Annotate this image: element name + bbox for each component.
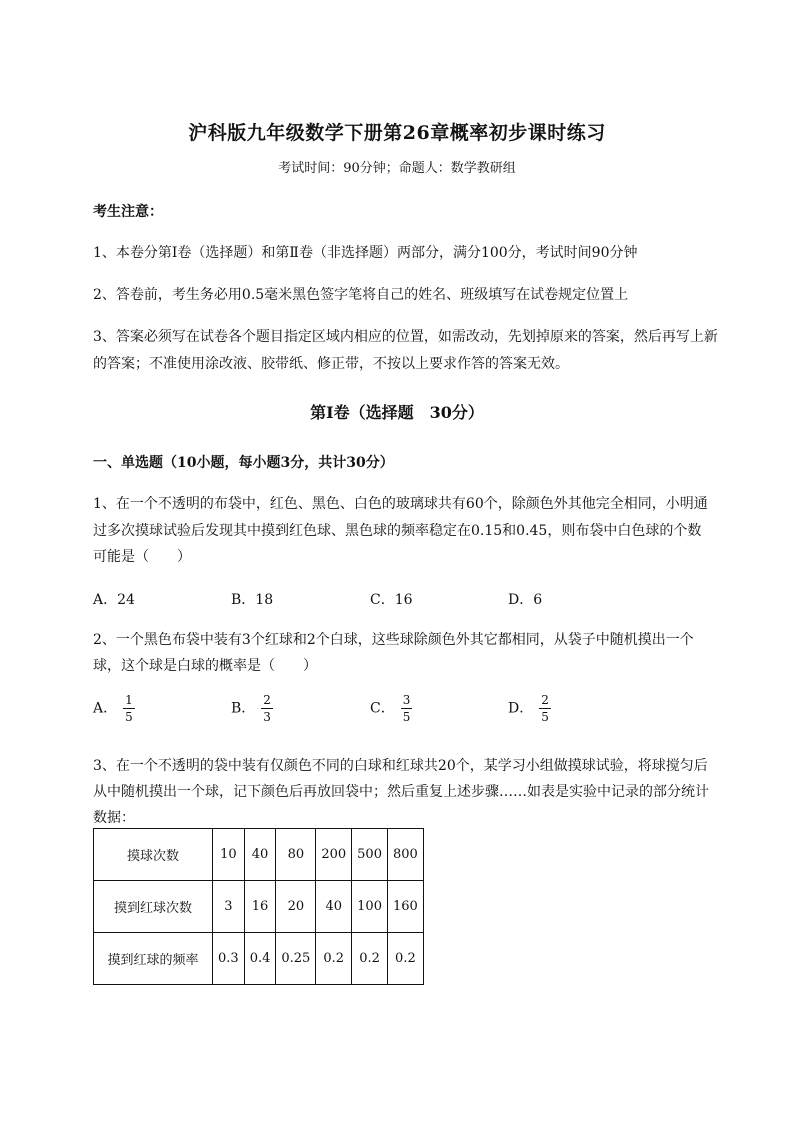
fraction [401,694,413,723]
option-b: B．18 [231,592,274,608]
notice-item: 的答案；不准使用涂改液、胶带纸、修正带，不按以上要求作答的答案无效。 [93,356,569,372]
table-cell: 800 [387,829,423,881]
option-letter: C． [370,700,395,717]
table-cell: 0.25 [276,933,316,985]
numerator: 2 [263,693,271,707]
table-cell: 200 [316,829,352,881]
table-cell: 80 [276,829,316,881]
table-cell: 40 [244,829,276,881]
notice-item: 2、答卷前，考生务必用0.5毫米黑色签字笔将自己的姓名、班级填写在试卷规定位置上 [93,287,629,303]
table-cell: 500 [352,829,388,881]
denominator: 3 [263,710,271,724]
numerator: 1 [125,693,133,707]
section-title: 第I卷（选择题 30分） [310,403,484,422]
question-1-line: 1、在一个不透明的布袋中，红色、黑色、白色的玻璃球共有60个，除颜色外其他完全相同，小明通 [93,496,708,512]
table-row [94,933,424,985]
option-letter: A． [93,700,118,717]
option-b [231,694,273,723]
option-a: A．24 [93,592,135,608]
question-1-line: 过多次摸球试验后发现其中摸到红色球、黑色球的频率稳定在0.15和0.45，则布袋中白色球的个数 [93,523,702,539]
notice-item: 1、本卷分第I卷（选择题）和第Ⅱ卷（非选择题）两部分，满分100分，考试时间90分钟 [93,245,638,261]
question-3-line: 从中随机摸出一个球，记下颜色后再放回袋中；然后重复上述步骤……如表是实验中记录的部分统计 [93,784,709,800]
exam-info: 考试时间：90分钟；命题人：数学教研组 [278,161,516,176]
row-header: 摸到红球的频率 [94,933,213,985]
table-cell: 40 [316,881,352,933]
option-a [93,694,135,723]
option-d: D．6 [508,592,543,608]
table-cell: 10 [213,829,245,881]
table-cell: 0.2 [316,933,352,985]
page-title: 沪科版九年级数学下册第26章概率初步课时练习 [188,122,606,144]
table-cell: 0.2 [352,933,388,985]
notice-heading: 考生注意： [93,204,163,220]
table-cell: 100 [352,881,388,933]
row-header: 摸球次数 [94,829,213,881]
row-header: 摸到红球次数 [94,881,213,933]
table-row [94,881,424,933]
option-letter: D． [508,700,534,717]
table-cell: 0.4 [244,933,276,985]
denominator: 5 [125,710,133,724]
fraction [539,694,551,723]
option-d [508,694,551,723]
question-1-line: 可能是（ ） [93,549,191,565]
question-2-line: 球，这个球是白球的概率是（ ） [93,658,317,674]
table-cell: 3 [213,881,245,933]
denominator: 5 [541,710,549,724]
table-cell: 0.2 [387,933,423,985]
option-c [370,694,412,723]
option-letter: B． [231,700,256,717]
statistics-table [93,828,424,985]
table-cell: 20 [276,881,316,933]
numerator: 2 [541,693,549,707]
question-3-line: 数据： [93,810,135,826]
part-heading: 一、单选题（10小题，每小题3分，共计30分） [93,455,394,471]
table-row [94,829,424,881]
notice-item: 3、答案必须写在试卷各个题目指定区域内相应的位置，如需改动，先划掉原来的答案，然后再写上新 [93,329,718,345]
fraction [123,694,135,723]
question-2-line: 2、一个黑色布袋中装有3个红球和2个白球，这些球除颜色外其它都相同，从袋子中随机摸出一个 [93,632,694,648]
question-3-line: 3、在一个不透明的袋中装有仅颜色不同的白球和红球共20个，某学习小组做摸球试验，将球搅匀后 [93,758,708,774]
table-cell: 0.3 [213,933,245,985]
table-cell: 160 [387,881,423,933]
option-c: C．16 [370,592,413,608]
fraction [261,694,273,723]
denominator: 5 [402,710,411,724]
numerator: 3 [402,693,411,707]
table-cell: 16 [244,881,276,933]
